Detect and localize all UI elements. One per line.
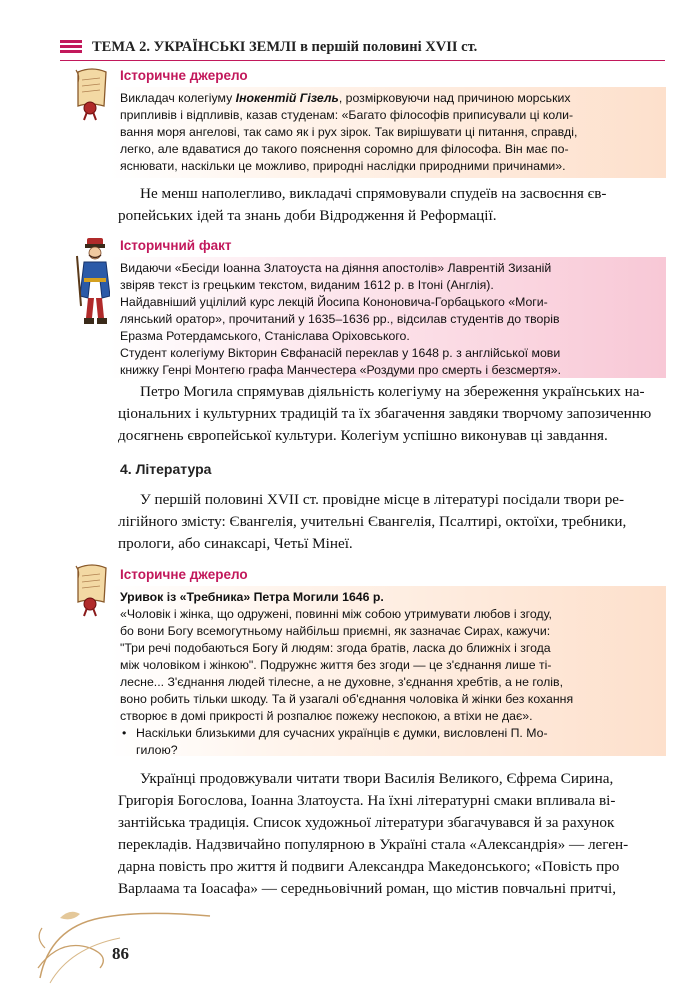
- fact-line-7: книжку Генрі Монтегю графа Манчестера «Роздуми про смерть і безсмертя».: [120, 363, 562, 377]
- source1-box: [110, 87, 666, 178]
- paragraph-4-line-6: Варлаама та Іоасафа» — середньовічний роман, що містив повчальні притчі,: [118, 880, 617, 897]
- scroll-icon: [70, 562, 114, 618]
- paragraph-4-line-1: Українці продовжували читати твори Василія Великого, Єфрема Сирина,: [140, 770, 614, 787]
- fact-line-6: Студент колегіуму Вікторин Євфанасій переклав у 1648 р. з англійської мови: [120, 346, 561, 360]
- source2-line-3: "Три речі подобаються Богу й людям: згода братів, ласка до ближніх і згода: [120, 641, 551, 655]
- fact-line-5: Еразма Ротердамського, Станіслава Оріховського.: [120, 329, 410, 343]
- source2-heading: Уривок із «Требника» Петра Могили 1646 р.: [120, 590, 384, 604]
- fact-box: [110, 257, 666, 378]
- fact-line-3: Найдавніший уцілілий курс лекцій Йосипа Кононовича-Горбацького «Моги-: [120, 295, 548, 309]
- source2-question: [120, 725, 662, 759]
- page-header: [60, 38, 660, 56]
- paragraph-3-line-2: лігійного змісту: Євангелія, учительні Євангелія, Псалтирі, октоїхи, требники,: [118, 513, 627, 530]
- source2-line-7: створює в домі прикрості й розпалює пожежу неспокою, а втіхи не дає».: [120, 709, 533, 723]
- source2-line-1: «Чоловік і жінка, що одружені, повинні між собою утримувати любов і згоду,: [120, 607, 552, 621]
- source1-name: Інокентій Гізель: [235, 91, 339, 105]
- flourish-ornament-icon: [30, 888, 230, 988]
- fact-line-4: лянський оратор», прочитаний у 1635–1636 рр., відсилав студентів до творів: [120, 312, 560, 326]
- section-title: 4. Література: [120, 461, 212, 477]
- paragraph-1-line-2: ропейських ідей та знань доби Відродження й Реформації.: [118, 207, 497, 224]
- paragraph-1-line-1: Не менш наполегливо, викладачі спрямовували спудеїв на засвоєння єв-: [140, 185, 607, 202]
- paragraph-3-line-3: прологи, або синаксарі, Четьї Мінеї.: [118, 535, 353, 552]
- source2-line-5: лесне... З'єднання людей тілесне, а не духовне, з'єднання хребтів, а не голів,: [120, 675, 563, 689]
- header-rule: [60, 60, 665, 61]
- fact-line-2: звіряв текст із грецьким текстом, виданим 1612 р. в Ітоні (Англія).: [120, 278, 494, 292]
- paragraph-4: [118, 768, 664, 900]
- paragraph-4-line-3: зантійська традиція. Список художньої літератури збагачувався й за рахунок: [118, 814, 615, 831]
- paragraph-3: [118, 489, 664, 555]
- fact-line-1: Видаючи «Бесіди Іоанна Златоуста на діяння апостолів» Лаврентій Зизаній: [120, 261, 552, 275]
- source1-title: Історичне джерело: [120, 68, 248, 83]
- paragraph-4-line-5: дарна повість про життя й подвиги Александра Македонського; «Повість про: [118, 858, 620, 875]
- paragraph-4-line-4: перекладів. Надзвичайно популярною в Україні стала «Александрія» — леген-: [118, 836, 629, 853]
- source1-line-1: [120, 90, 662, 107]
- source1-line-2: припливів і відпливів, казав студенам: «Багато філософів приписували ці коли-: [120, 108, 574, 122]
- page-number: 86: [112, 944, 129, 963]
- source2-line-6: воно робить тільки шкоду. Та й узагалі об'єднання чоловіка й жінки без кохання: [120, 692, 574, 706]
- paragraph-4-line-2: Григорія Богослова, Іоанна Златоуста. На їхні літературні смаки впливала ві-: [118, 792, 616, 809]
- source2-box: [110, 586, 666, 756]
- fact-title: Історичний факт: [120, 238, 232, 253]
- source2-question-line-2: гилою?: [136, 743, 178, 757]
- source2-title: Історичне джерело: [120, 567, 248, 582]
- paragraph-2-line-3: досягнень європейської культури. Колегіум успішно виконував ці завдання.: [118, 427, 608, 444]
- paragraph-2: [118, 381, 664, 447]
- paragraph-3-line-1: У першій половині XVII ст. провідне місце в літературі посідали твори ре-: [140, 491, 625, 508]
- paragraph-1: [118, 183, 664, 227]
- source1-line-4: легко, але вдаватися до такого пояснення соромно для філософа. Він має по-: [120, 142, 569, 156]
- bullet: •: [122, 726, 127, 740]
- source1-line1-rest: , розмірковуючи над причиною морських: [338, 91, 571, 105]
- header-decoration: [60, 40, 82, 54]
- source2-line-2: бо вони Богу всемогутньому найбільш приємні, як зазначає Сирах, кажучи:: [120, 624, 551, 638]
- source2-question-line-1: Наскільки близькими для сучасних українців є думки, висловлені П. Мо-: [136, 726, 548, 740]
- source2-line-4: між чоловіком і жінкою". Подружнє життя без згоди — це з'єднання лише ті-: [120, 658, 552, 672]
- paragraph-2-line-1: Петро Могила спрямував діяльність колегіуму на збереження українських на-: [140, 383, 645, 400]
- scroll-icon: [70, 66, 114, 122]
- source1-line-3: вання моря ангелові, так само як і рух зірок. Так вирішувати ці питання, справді,: [120, 125, 578, 139]
- source1-name-prefix: Викладач колегіуму: [120, 91, 236, 105]
- header-title: ТЕМА 2. УКРАЇНСЬКІ ЗЕМЛІ в першій половині XVII ст.: [92, 39, 478, 55]
- source1-line-5: яснювати, наскільки це можливо, природні наслідки природними причинами».: [120, 159, 566, 173]
- paragraph-2-line-2: ціональних і культурних традицій та їх збагачення завдяки творчому запозиченню: [118, 405, 652, 422]
